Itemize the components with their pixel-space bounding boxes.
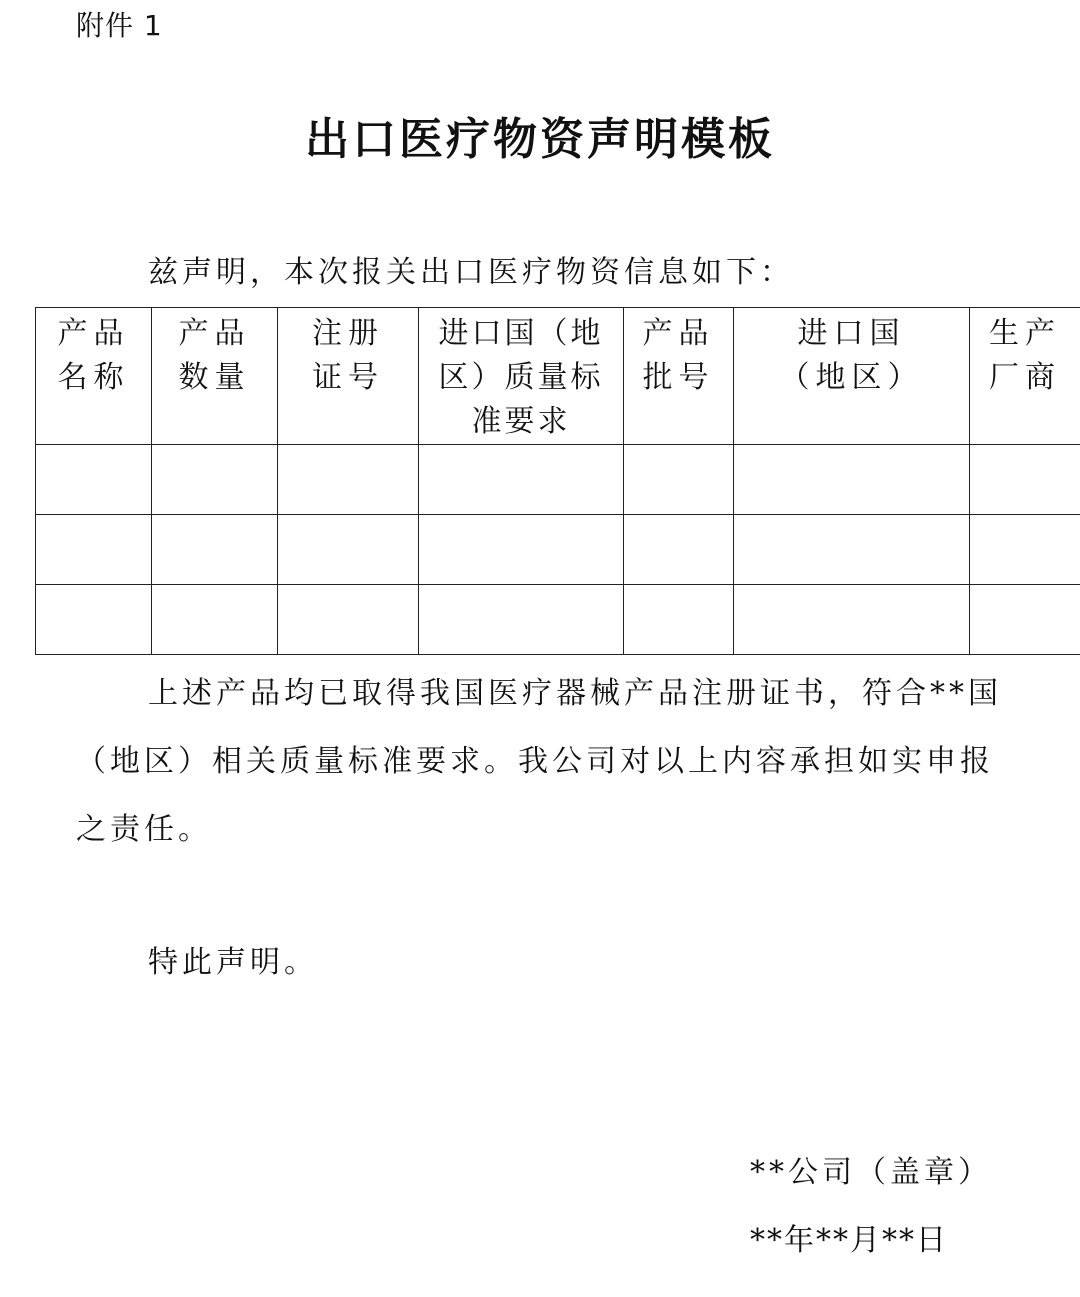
statement-paragraph: 上述产品均已取得我国医疗器械产品注册证书，符合**国（地区）相关质量标准要求。我公司对以上内容承担如实申报之责任。 [76,676,1002,847]
table-cell[interactable] [624,515,734,585]
header-registration-number [278,308,419,445]
date-line: **年**月**日 [750,1223,948,1258]
document-title: 出口医疗物资声明模板 [305,114,775,165]
table-header-row [36,308,1080,445]
annex-label: 附件 1 [76,9,163,42]
table-cell[interactable] [36,515,152,585]
header-line: 产品 [642,316,715,351]
table-cell[interactable] [419,445,624,515]
header-import-country [734,308,970,445]
header-product-quantity [152,308,278,445]
header-batch-number [624,308,734,445]
intro-text: 兹声明，本次报关出口医疗物资信息如下： [148,255,794,290]
table-cell[interactable] [36,585,152,655]
header-manufacturer [970,308,1080,445]
header-line: 厂商 [989,360,1061,395]
header-line: 生产 [989,316,1061,351]
table-cell[interactable] [970,445,1080,515]
table-cell[interactable] [419,585,624,655]
table-cell[interactable] [152,515,278,585]
table-cell[interactable] [278,515,419,585]
table-cell[interactable] [278,445,419,515]
table-cell[interactable] [278,585,419,655]
table-cell[interactable] [970,515,1080,585]
table-row [36,585,1080,655]
header-line: 产品 [57,316,130,351]
table-cell[interactable] [734,445,970,515]
table-cell[interactable] [624,585,734,655]
table-cell[interactable] [36,445,152,515]
header-line: 名称 [57,360,130,395]
closing-text: 特此声明。 [148,945,318,980]
table-row [36,445,1080,515]
header-product-name [36,308,152,445]
medical-supplies-table [35,307,1080,655]
header-line: 进口国（地 [438,316,604,351]
header-quality-standard [419,308,624,445]
header-line: 批号 [642,360,715,395]
table-row [36,515,1080,585]
company-seal-line: **公司（盖章） [750,1155,992,1190]
table-cell[interactable] [624,445,734,515]
header-line: 注册 [312,316,384,351]
header-line: 进口国 [797,316,906,351]
table-cell[interactable] [970,585,1080,655]
header-line: 证号 [312,360,384,395]
table-cell[interactable] [419,515,624,585]
header-line: 数量 [178,360,251,395]
table-cell[interactable] [734,585,970,655]
header-line: （地区） [779,360,924,395]
header-line: 准要求 [471,404,571,439]
table-cell[interactable] [152,585,278,655]
table-cell[interactable] [734,515,970,585]
table-cell[interactable] [152,445,278,515]
header-line: 区）质量标 [438,360,604,395]
header-line: 产品 [178,316,251,351]
